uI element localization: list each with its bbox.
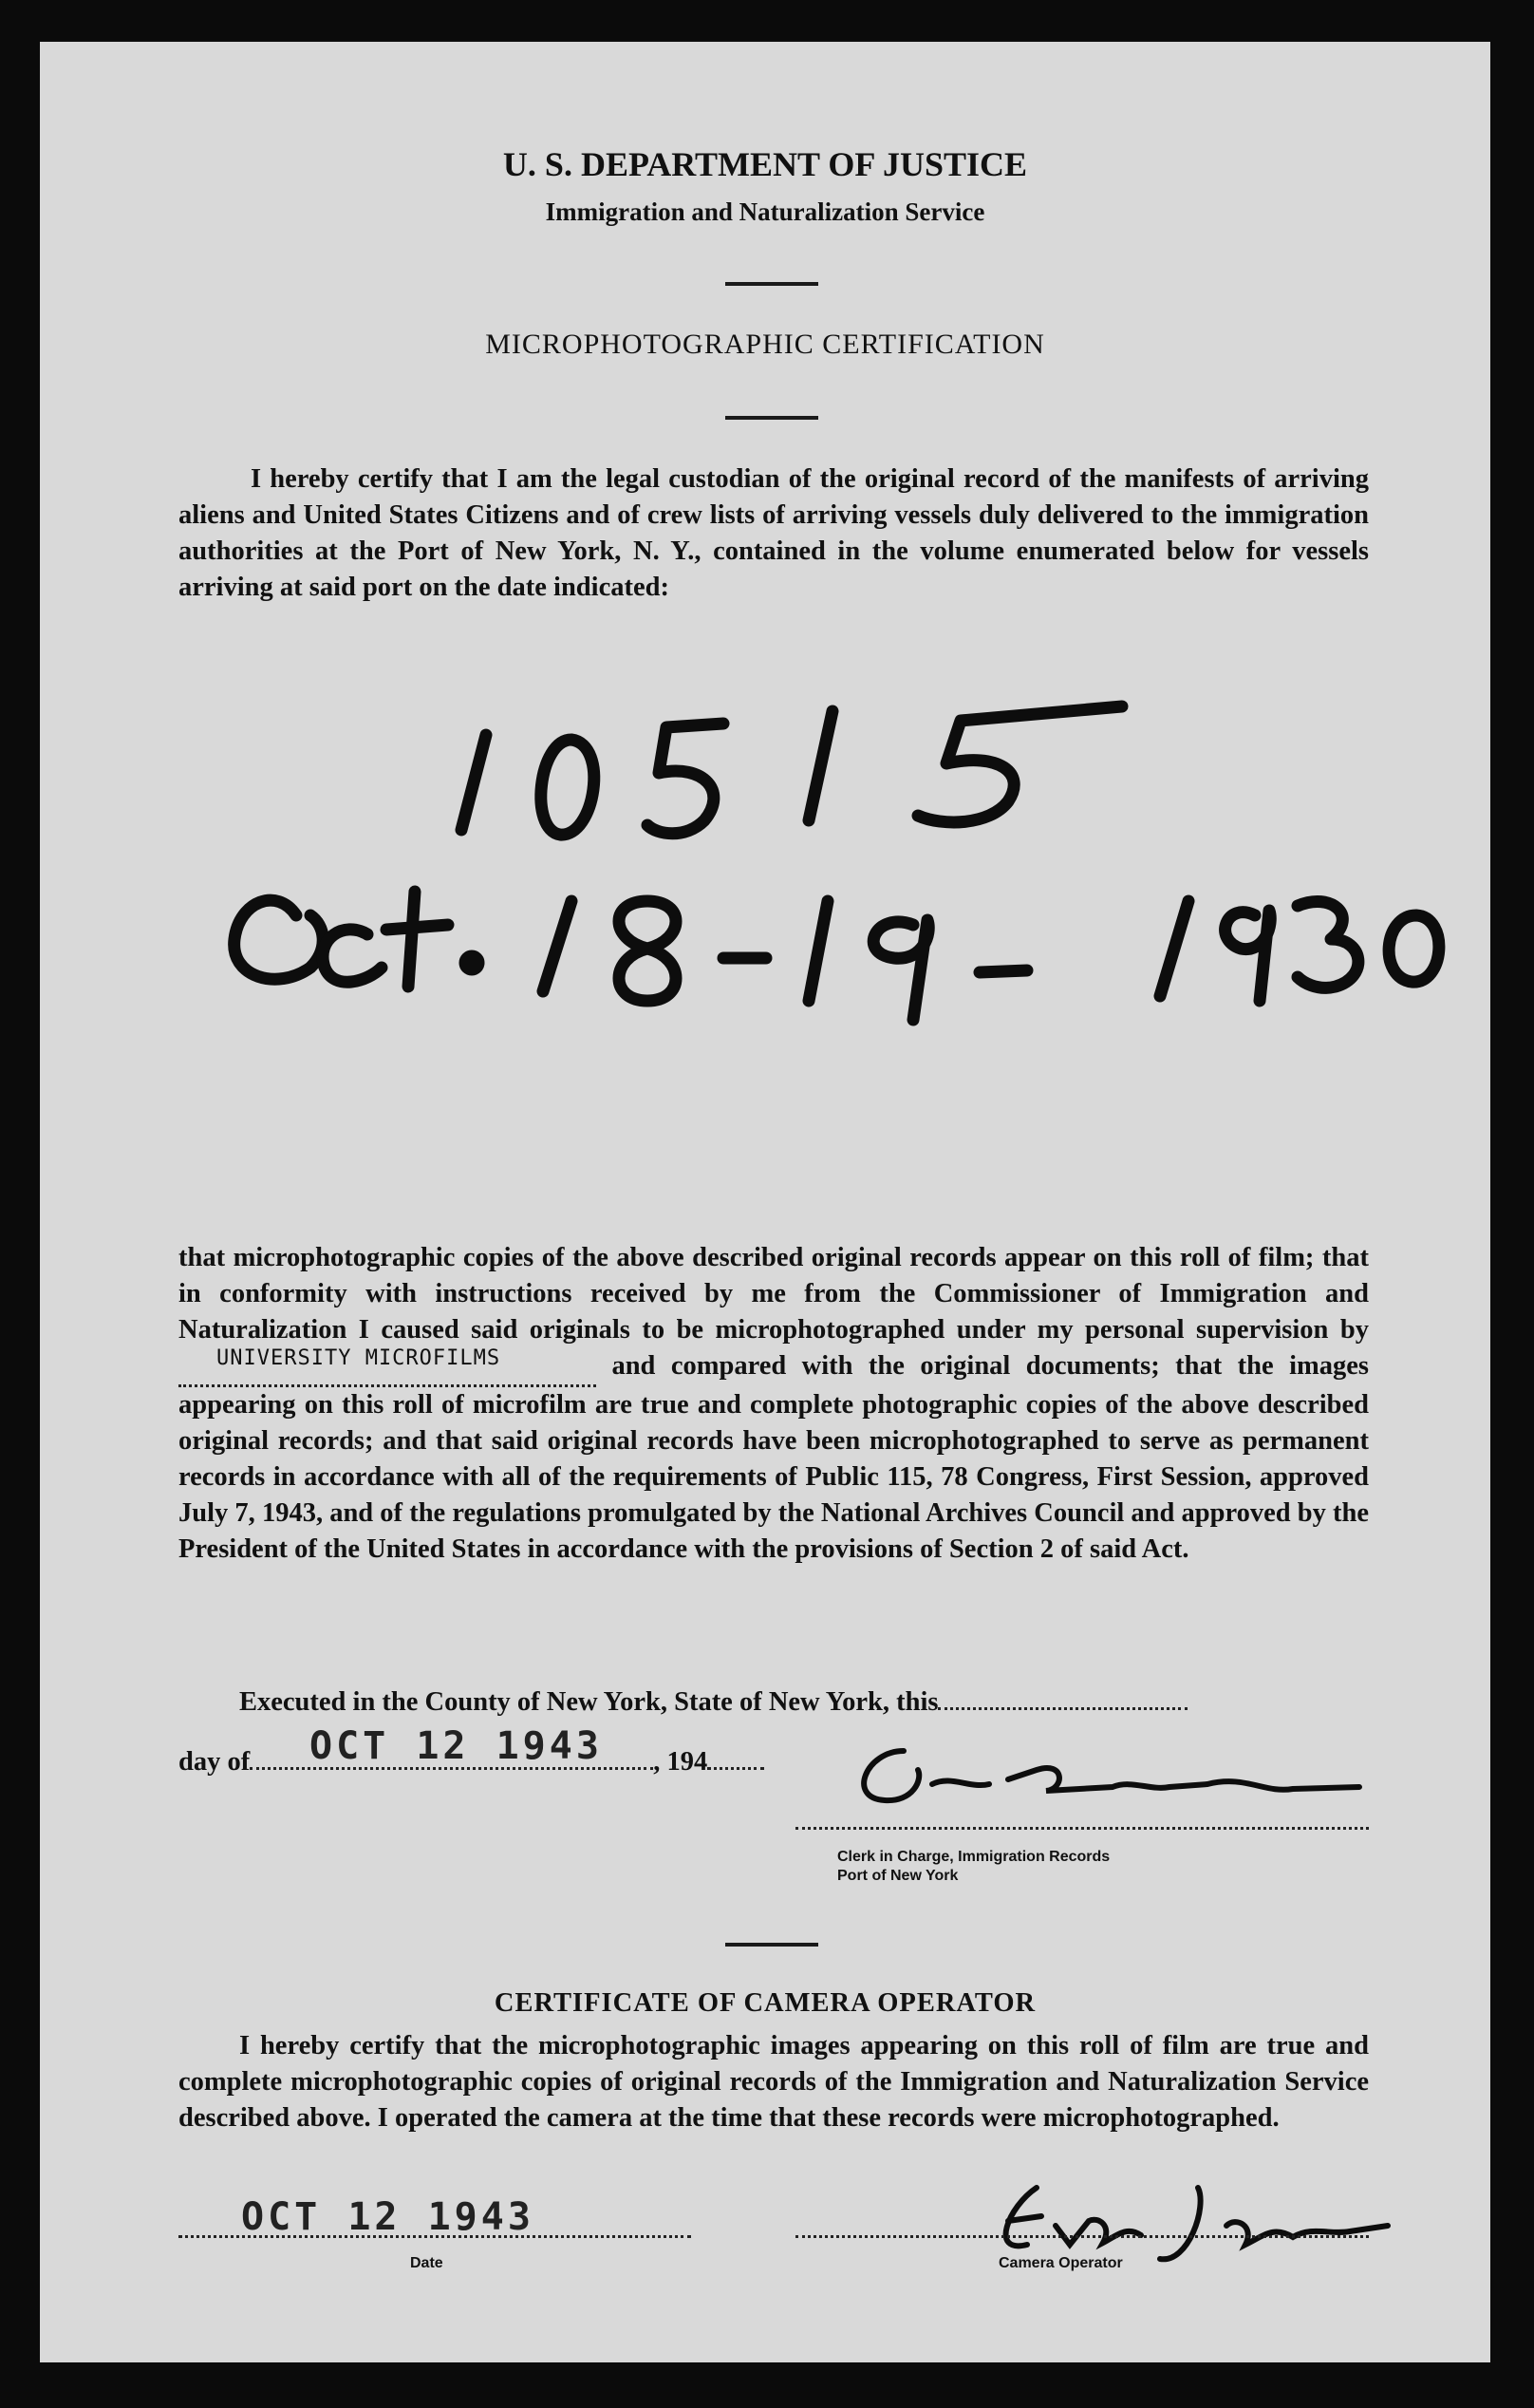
camera-operator-title: CERTIFICATE OF CAMERA OPERATOR [494, 1988, 1037, 2018]
camera-operator-label: Camera Operator [999, 2255, 1123, 2271]
handwritten-letters [234, 900, 324, 979]
date-stamp: OCT 12 1943 [309, 1724, 603, 1768]
clerk-signature-line [795, 1827, 1369, 1830]
executed-line [239, 1684, 1369, 1721]
certification-title: MICROPHOTOGRAPHIC CERTIFICATION [485, 329, 1045, 360]
camera-date-line [178, 2235, 691, 2238]
handwritten-volume-entry [40, 42, 1490, 1086]
clerk-title-line2: Port of New York [837, 1868, 959, 1884]
executed-day-line [938, 1707, 1188, 1710]
certificate-sheet [40, 42, 1490, 2362]
camera-operator-line [795, 2235, 1369, 2238]
camera-date-label: Date [410, 2255, 443, 2271]
camera-date-stamp: OCT 12 1943 [241, 2195, 534, 2239]
contractor-line [178, 1348, 596, 1387]
divider [725, 1943, 818, 1947]
department-heading: U. S. DEPARTMENT OF JUSTICE [502, 145, 1028, 183]
intro-paragraph: I hereby certify that I am the legal custodian of the original record of the manifests of arriving aliens and United States Citizens and of crew lists of arriving vessels duly delivered to the immigration authorities at the Port of New York, N. Y., contained in the volume enumerated below for vessels arriving at said port on the date indicated: [178, 464, 1369, 602]
clerk-title [837, 1848, 1110, 1886]
handwritten-digit [809, 711, 832, 820]
year-prefix: , 194 [653, 1747, 708, 1777]
clerk-signature [828, 1732, 1397, 1827]
service-subheading: Immigration and Naturalization Service [545, 198, 985, 226]
camera-operator-paragraph: I hereby certify that the microphotographic images appearing on this roll of film are true and complete microphotographic copies of original records of the Immigration and Naturalization Service described above. I operated the camera at the time that these records were microphotographed. [178, 2031, 1369, 2133]
body-paragraph [178, 1240, 1369, 1568]
body-text-part2: and compared with the original documents; that the images appearing on this roll of microfilm are true and complete photographic copies of the above described original records; and that said original records have been microphotographed to serve as permanent records in accordance with all of the requirements of Public 115, 78 Congress, First Session, approved July 7, 1943, and of the regulations promulgated by the National Archives Council and approved by the President of the United States in accordance with the provisions of Section 2 of said Act. [178, 1351, 1369, 1564]
handwritten-digit [647, 724, 723, 834]
executed-text: Executed in the County of New York, State of New York, this [239, 1687, 939, 1717]
handwritten-digit [918, 706, 1122, 822]
contractor-name: UNIVERSITY MICROFILMS [216, 1346, 501, 1370]
year-line [707, 1767, 764, 1770]
day-of-label: day of [178, 1747, 251, 1777]
body-text-part1: that microphotographic copies of the above described original records appear on this roll of film; that in conformity with instructions received by me from the Commissioner of Immigration and Naturalization I caused said originals to be microphotographed under my personal supervision by [178, 1243, 1369, 1345]
handwritten-digit [461, 735, 486, 830]
handwritten-digit [541, 740, 594, 835]
clerk-title-line1: Clerk in Charge, Immigration Records [837, 1849, 1111, 1865]
